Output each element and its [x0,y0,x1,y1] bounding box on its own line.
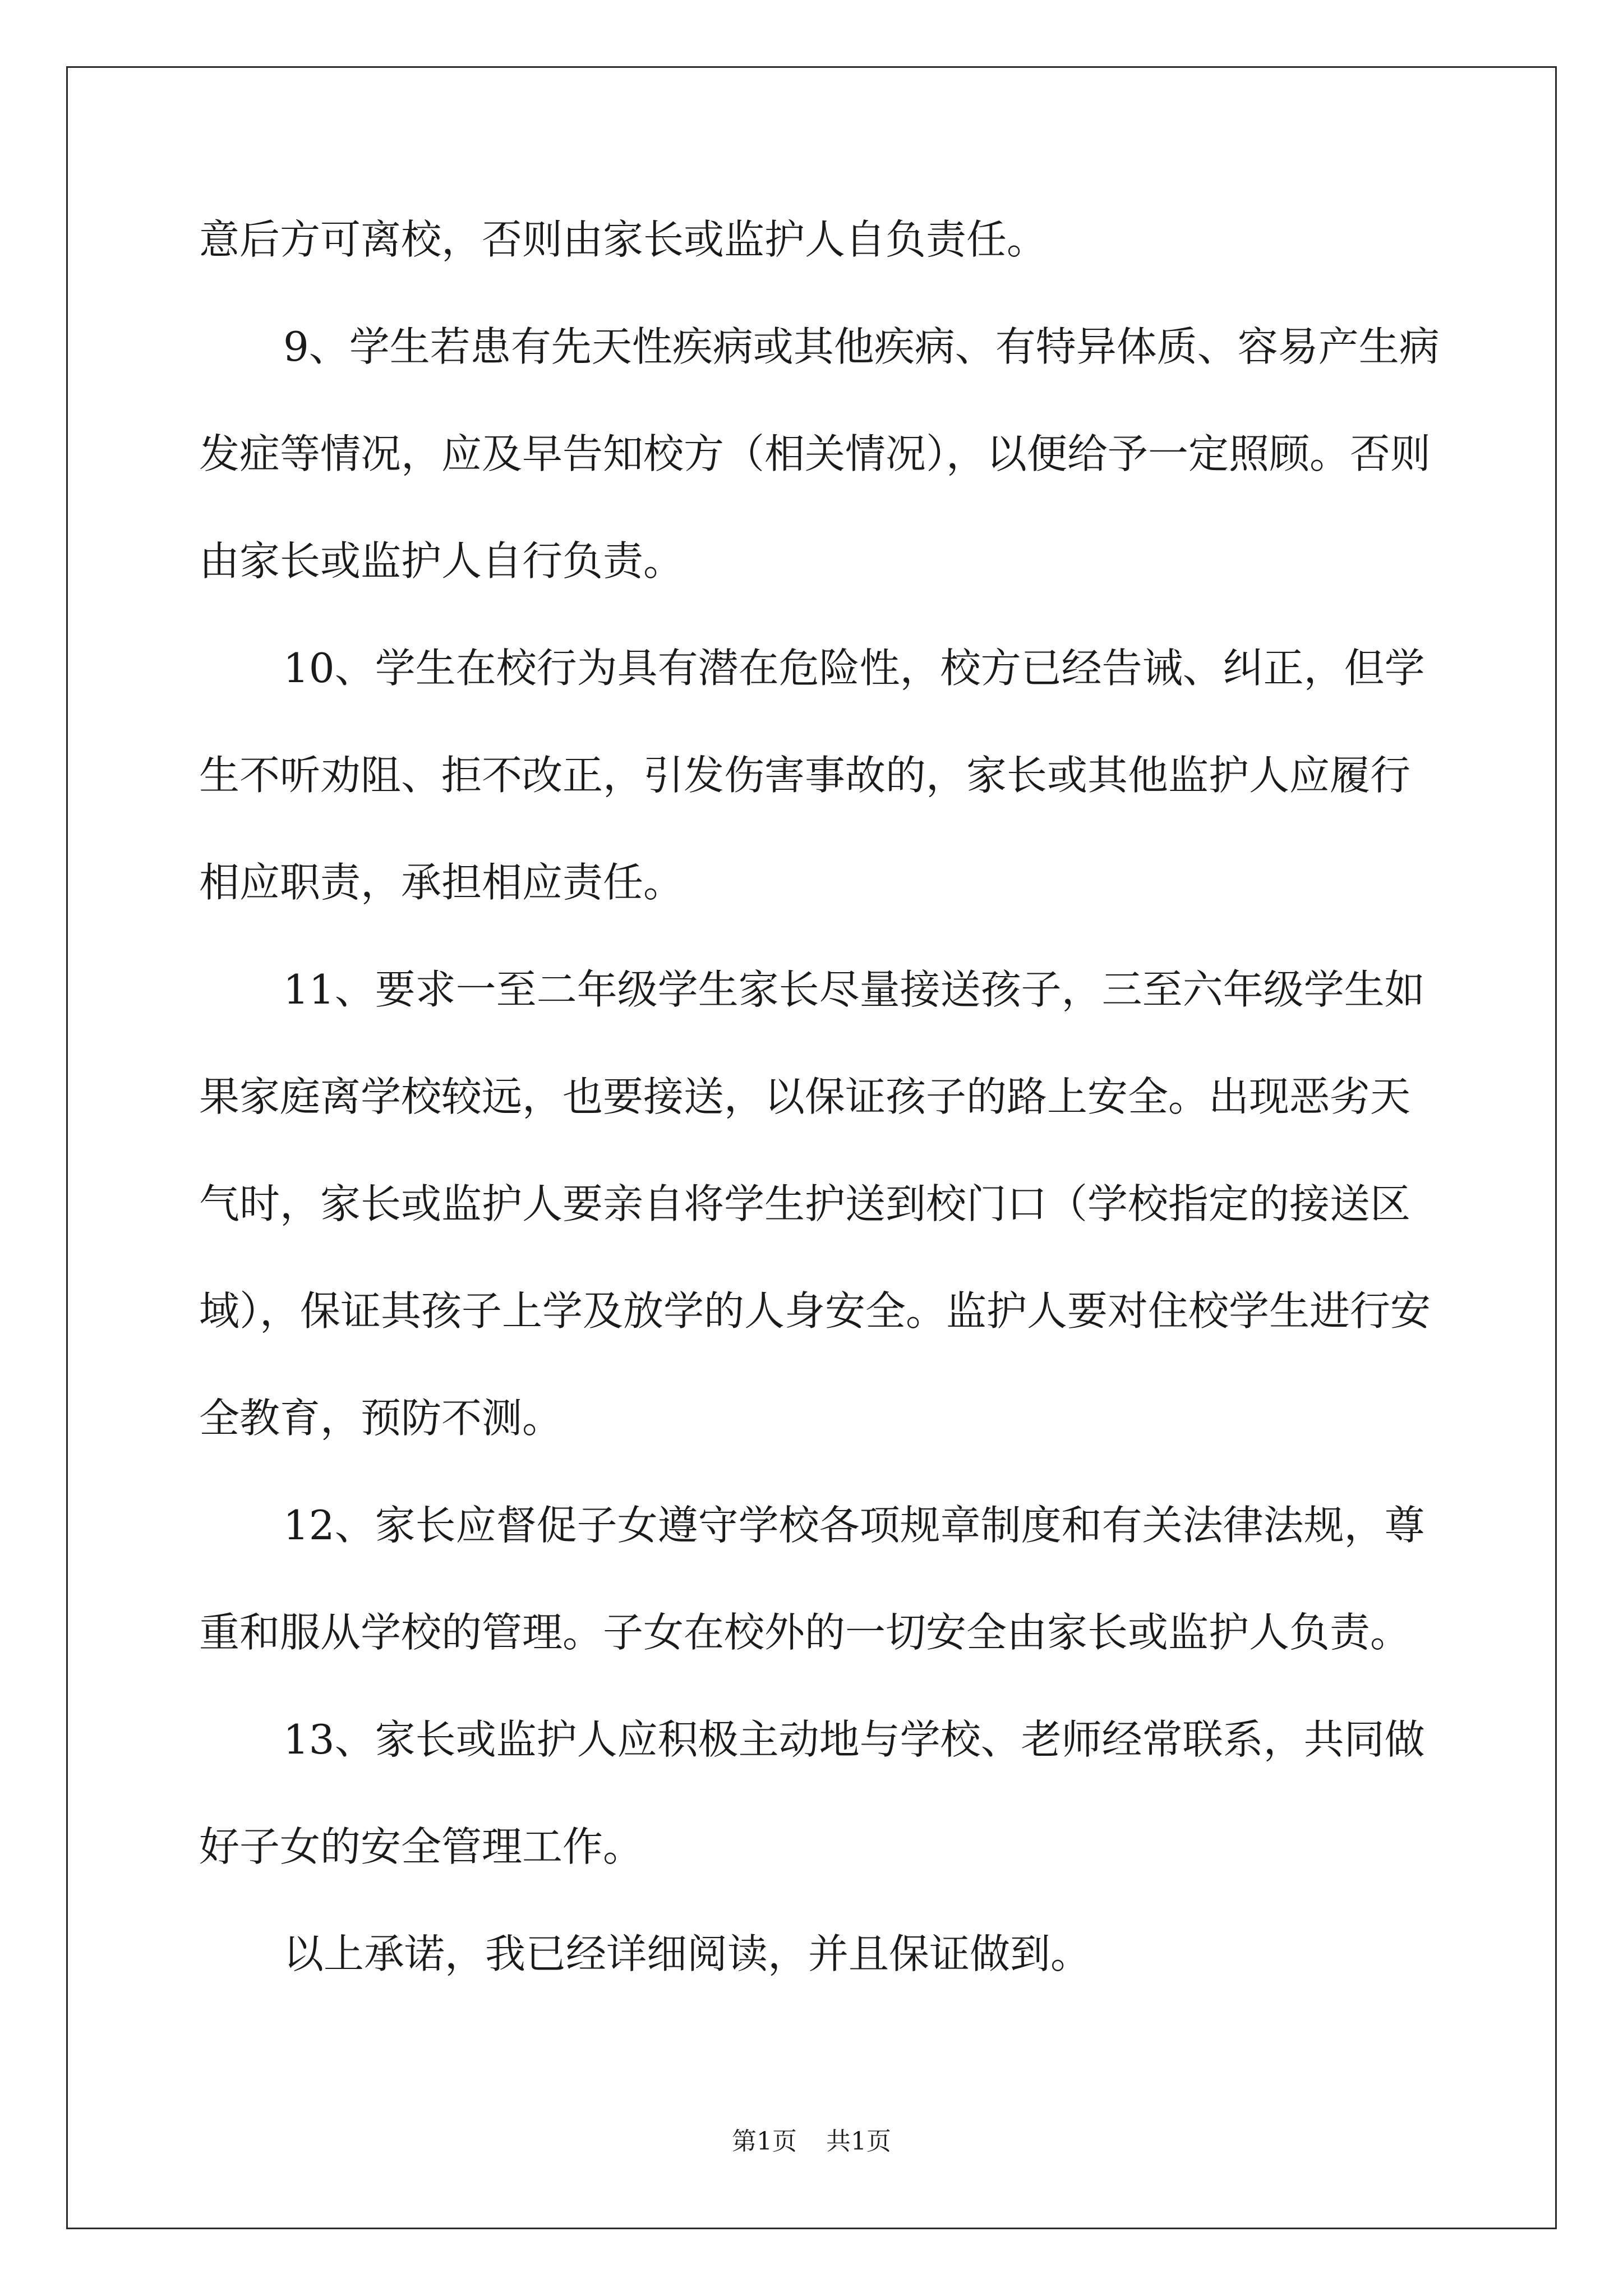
text-line: 气时，家长或监护人要亲自将学生护送到校门口（学校指定的接送区 [199,1180,1411,1227]
text-line: 域），保证其孩子上学及放学的人身安全。监护人要对住校学生进行安 [199,1287,1431,1335]
text-line: 9、学生若患有先天性疾病或其他疾病、有特异体质、容易产生病 [283,323,1440,370]
text-line: 好子女的安全管理工作。 [199,1823,644,1870]
text-line: 相应职责，承担相应责任。 [199,859,684,906]
page-footer [0,2125,1623,2159]
text-line: 意后方可离校，否则由家长或监护人自负责任。 [199,216,1048,263]
text-line: 11、要求一至二年级学生家长尽量接送孩子，三至六年级学生如 [283,966,1425,1013]
text-line: 发症等情况，应及早告知校方（相关情况），以便给予一定照顾。否则 [199,430,1431,477]
text-line: 重和服从学校的管理。子女在校外的一切安全由家长或监护人负责。 [199,1609,1411,1656]
text-line: 以上承诺，我已经详细阅读，并且保证做到。 [283,1930,1091,1977]
text-line: 10、学生在校行为具有潜在危险性，校方已经告诫、纠正，但学 [283,645,1425,692]
text-line: 13、家长或监护人应积极主动地与学校、老师经常联系，共同做 [283,1716,1425,1763]
page-number: 第1页 [732,2127,797,2156]
text-line: 果家庭离学校较远，也要接送，以保证孩子的路上安全。出现恶劣天 [199,1073,1411,1120]
text-line: 12、家长应督促子女遵守学校各项规章制度和有关法律法规，尊 [283,1502,1425,1549]
page-total: 共1页 [826,2127,891,2156]
text-line: 全教育，预防不测。 [199,1395,563,1442]
text-line: 由家长或监护人自行负责。 [199,537,684,585]
text-line: 生不听劝阻、拒不改正，引发伤害事故的，家长或其他监护人应履行 [199,752,1411,799]
page-border [66,66,1557,2229]
